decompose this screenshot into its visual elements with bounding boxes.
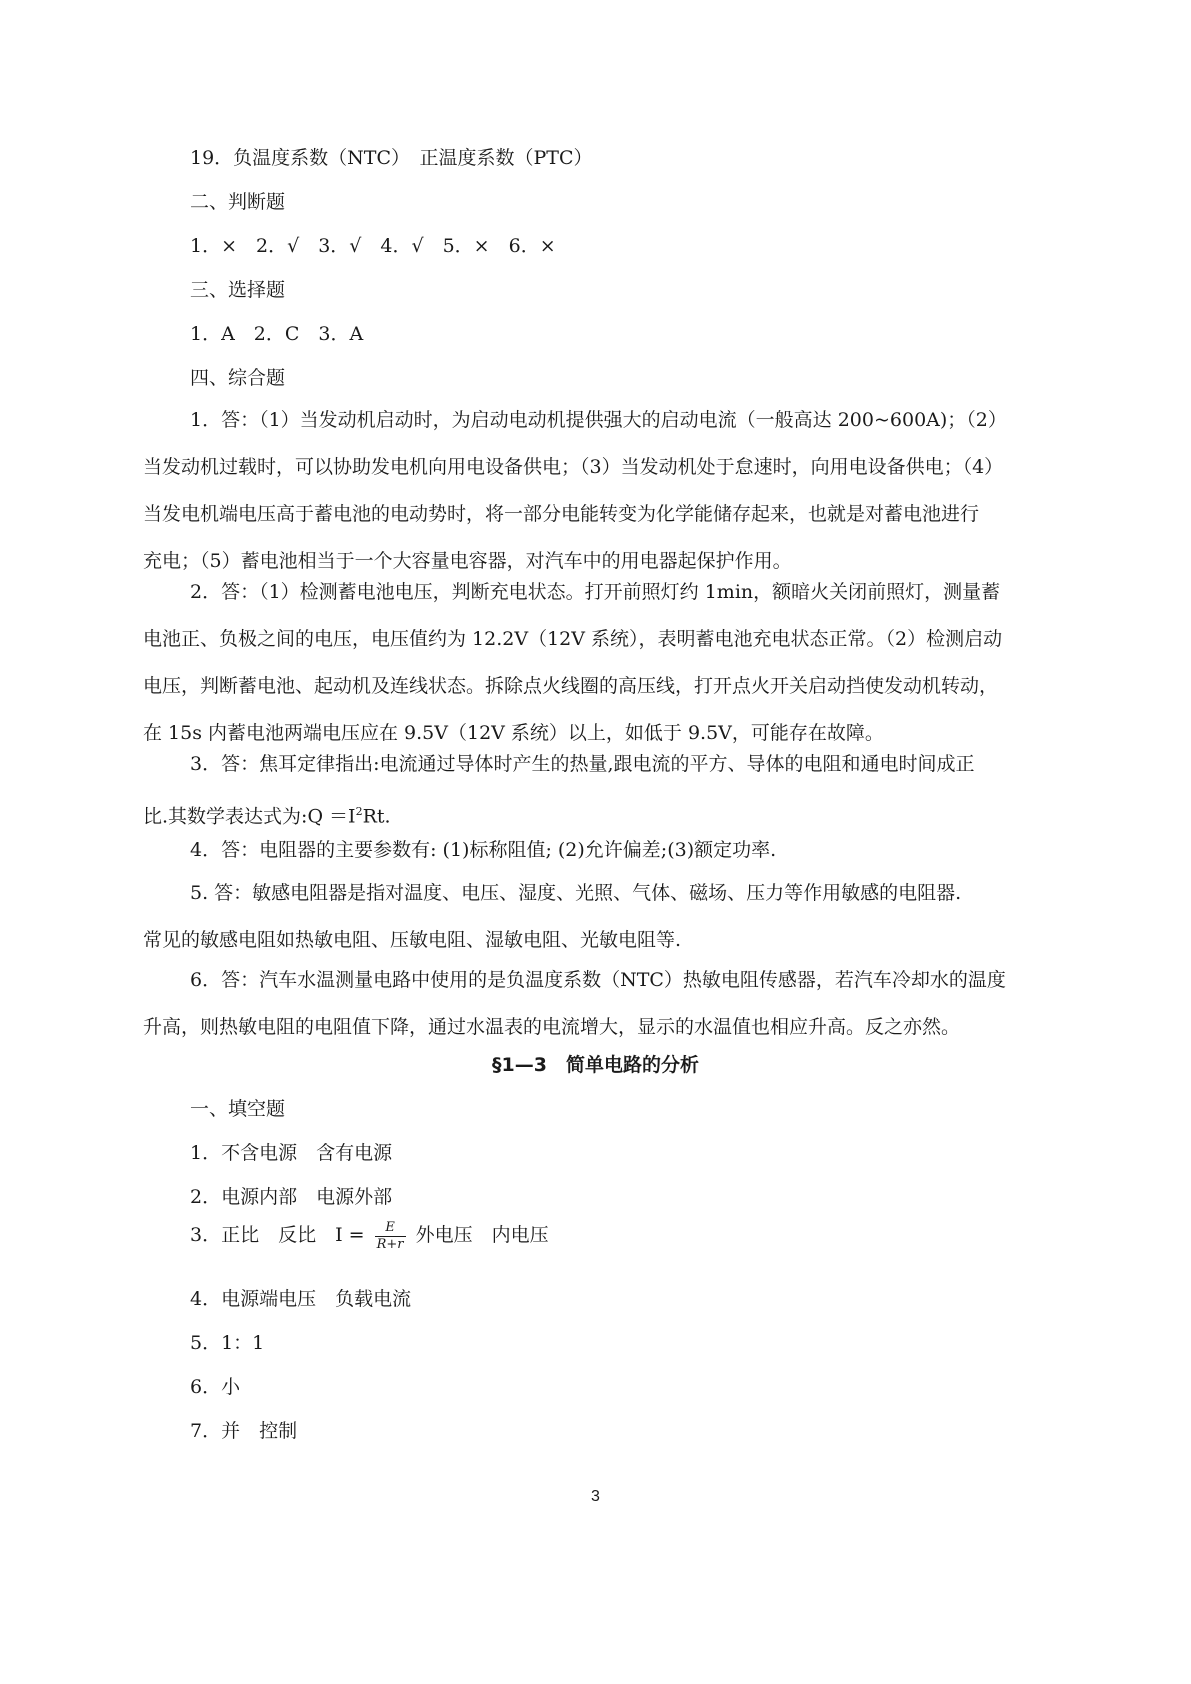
comprehensive-answer-2 (143, 569, 1063, 757)
judgement-answers: 1．× 2．√ 3．√ 4．√ 5．× 6．× (190, 235, 556, 257)
fraction-denominator: R+r (376, 1236, 404, 1252)
answer-2-line-3: 电压，判断蓄电池、起动机及连线状态。拆除点火线圈的高压线，打开点火开关启动挡使发动机转动， (143, 675, 999, 697)
answer-2-line-4: 在 15s 内蓄电池两端电压应在 9.5V（12V 系统）以上，如低于 9.5V，可能存在故障。 (143, 722, 884, 744)
fill-item-2: 2．电源内部 电源外部 (190, 1186, 393, 1208)
answer-3-formula-text: 比.其数学表达式为:Q ＝I (143, 805, 356, 828)
answer-6-line-2: 升高，则热敏电阻的电阻值下降，通过水温表的电流增大，显示的水温值也相应升高。反之亦然。 (143, 1016, 961, 1038)
fill-item-6: 6．小 (190, 1376, 241, 1398)
fill-item-3-prefix: 3．正比 反比 I = (190, 1224, 365, 1247)
fill-item-3-suffix: 外电压 内电压 (415, 1224, 549, 1247)
fill-item-5: 5．1：1 (190, 1332, 265, 1354)
answer-5-line-2: 常见的敏感电阻如热敏电阻、压敏电阻、湿敏电阻、光敏电阻等. (143, 929, 682, 951)
answer-1-line-3: 当发电机端电压高于蓄电池的电动势时，将一部分电能转变为化学能储存起来，也就是对蓄电池进行 (143, 503, 980, 525)
answer-5-line-1: 5. 答：敏感电阻器是指对温度、电压、湿度、光照、气体、磁场、压力等作用敏感的电阻器. (190, 882, 962, 904)
fill-item-7: 7．并 控制 (190, 1420, 298, 1442)
answer-4-line-1: 4．答：电阻器的主要参数有: (1)标称阻值; (2)允许偏差;(3)额定功率. (190, 839, 777, 861)
formula-exponent: 2 (355, 805, 363, 818)
section-title-choice: 三、选择题 (190, 279, 286, 301)
answer-1-line-2: 当发动机过载时，可以协助发电机向用电设备供电；（3）当发动机处于怠速时，向用电设备供电；（4） (143, 456, 1004, 478)
answer-6-line-1: 6．答：汽车水温测量电路中使用的是负温度系数（NTC）热敏电阻传感器，若汽车冷却水的温度 (190, 969, 1006, 991)
fraction-numerator: E (375, 1220, 406, 1237)
section-heading: §1—3 简单电路的分析 (492, 1054, 699, 1076)
fill-item-1: 1．不含电源 含有电源 (190, 1142, 393, 1164)
page-number: 3 (591, 1488, 600, 1505)
comprehensive-answer-6 (143, 957, 1063, 1051)
answer-1-line-1: 1．答：（1）当发动机启动时，为启动电动机提供强大的启动电流（一般高达 200~600A)；（2） (190, 409, 1007, 431)
fill-item-4: 4．电源端电压 负载电流 (190, 1288, 412, 1310)
answer-1-line-4: 充电；（5）蓄电池相当于一个大容量电容器，对汽车中的用电器起保护作用。 (143, 550, 792, 572)
section-title-judgement: 二、判断题 (190, 191, 286, 213)
section-title-comprehensive: 四、综合题 (190, 367, 286, 389)
fill-item-3 (190, 1220, 549, 1252)
comprehensive-answer-1 (143, 397, 1063, 585)
formula-tail: Rt. (362, 805, 391, 828)
choice-answers: 1．A 2．C 3．A (190, 323, 364, 345)
comprehensive-answer-4 (143, 827, 1063, 874)
answer-2-line-2: 电池正、负极之间的电压，电压值约为 12.2V（12V 系统），表明蓄电池充电状态正常。（2）检测启动 (143, 628, 1003, 650)
ohm-law-fraction (375, 1220, 406, 1252)
answer-3-line-1: 3．答：焦耳定律指出:电流通过导体时产生的热量,跟电流的平方、导体的电阻和通电时间成正 (190, 753, 975, 775)
answer-line-19: 19．负温度系数（NTC） 正温度系数（PTC） (190, 147, 593, 169)
comprehensive-answer-3 (143, 741, 1063, 840)
answer-2-line-1: 2．答：（1）检测蓄电池电压，判断充电状态。打开前照灯约 1min，额暗火关闭前照灯，测量蓄 (190, 581, 1001, 603)
fill-blank-title: 一、填空题 (190, 1098, 286, 1120)
comprehensive-answer-5 (143, 870, 1063, 964)
